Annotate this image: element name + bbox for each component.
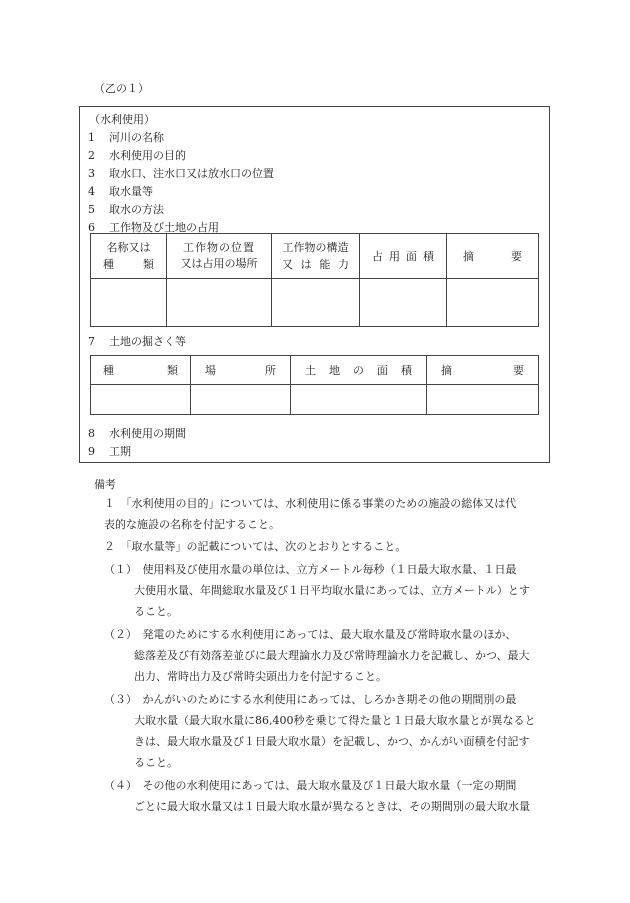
water-use-box xyxy=(79,106,550,463)
excavation-table-row xyxy=(91,385,539,415)
cell-remarks-2[interactable] xyxy=(427,385,539,415)
note-2-3: （３） かんがいのためにする水利使用にあっては、しろかき期その他の期間別の最 xyxy=(104,693,517,706)
occupancy-table xyxy=(90,233,539,327)
cell-location[interactable] xyxy=(167,279,272,327)
note-2-3-cont: きは、最大取水量及び１日最大取水量）を記載し、かつ、かんがい面積を付記す xyxy=(134,735,530,748)
cell-type[interactable] xyxy=(91,385,191,415)
header-structure: 工作物の構造 又 は 能 力 xyxy=(272,234,360,279)
item-1: 1 河川の名称 xyxy=(88,131,164,144)
header-type: 種 類 xyxy=(91,356,191,385)
note-1-cont: 表的な施設の名称を付記すること。 xyxy=(104,518,280,531)
item-5: 5 取水の方法 xyxy=(88,203,164,216)
note-2-4-cont: ごとに最大取水量又は１日最大取水量が異なるときは、その期間別の最大取水量 xyxy=(134,800,530,813)
header-name-type: 名称又は 種 類 xyxy=(91,234,167,279)
header-place: 場 所 xyxy=(191,356,291,385)
cell-structure[interactable] xyxy=(272,279,360,327)
note-2-2-cont: 出力、常時出力及び常時尖頭出力を付記すること。 xyxy=(134,670,387,683)
note-2: ２ 「取水量等」の記載については、次のとおりとすること。 xyxy=(104,540,407,553)
box-title: （水利使用） xyxy=(89,113,155,126)
header-remarks: 摘 要 xyxy=(447,234,539,279)
excavation-table-header xyxy=(91,356,539,385)
cell-remarks[interactable] xyxy=(447,279,539,327)
header-area: 占 用 面 積 xyxy=(360,234,447,279)
note-2-3-cont: 大取水量（最大取水量に86,400秒を乗じて得た量と１日最大取水量とが異なると xyxy=(134,714,536,727)
cell-name-type[interactable] xyxy=(91,279,167,327)
header-location: 工作物の位置 又は占用の場所 xyxy=(167,234,272,279)
item-6: 6 工作物及び土地の占用 xyxy=(88,221,219,234)
cell-area[interactable] xyxy=(360,279,447,327)
item-8: 8 水利使用の期間 xyxy=(88,427,186,440)
occupancy-table-row xyxy=(91,279,539,327)
item-9: 9 工期 xyxy=(88,445,131,458)
item-3: 3 取水口、注水口又は放水口の位置 xyxy=(88,167,274,180)
form-label: （乙の１） xyxy=(94,82,149,95)
note-2-1: （１） 使用料及び使用水量の単位は、立方メートル毎秒（１日最大取水量、１日最 xyxy=(104,563,517,576)
header-remarks-2: 摘 要 xyxy=(427,356,539,385)
cell-land-area[interactable] xyxy=(291,385,427,415)
header-land-area: 土 地 の 面 積 xyxy=(291,356,427,385)
item-4: 4 取水量等 xyxy=(88,185,153,198)
note-2-1-cont: ること。 xyxy=(134,605,178,618)
note-2-3-cont: ること。 xyxy=(134,756,178,769)
note-2-2: （２） 発電のためにする水利使用にあっては、最大取水量及び常時取水量のほか、 xyxy=(104,628,517,641)
item-7: 7 土地の掘さく等 xyxy=(88,335,186,348)
note-2-2-cont: 総落差及び有効落差並びに最大理論水力及び常時理論水力を記載し、かつ、最大 xyxy=(134,649,530,662)
note-2-1-cont: 大使用水量、年間総取水量及び１日平均取水量にあっては、立方メートル）とす xyxy=(134,584,530,597)
note-1: １ 「水利使用の目的」については、水利使用に係る事業のための施設の総体又は代 xyxy=(104,497,517,510)
occupancy-table-header xyxy=(91,234,539,279)
notes-title: 備考 xyxy=(94,478,116,491)
note-2-4: （４） その他の水利使用にあっては、最大取水量及び１日最大取水量（一定の期間 xyxy=(104,779,517,792)
excavation-table xyxy=(90,355,539,415)
cell-place[interactable] xyxy=(191,385,291,415)
item-2: 2 水利使用の目的 xyxy=(88,149,186,162)
